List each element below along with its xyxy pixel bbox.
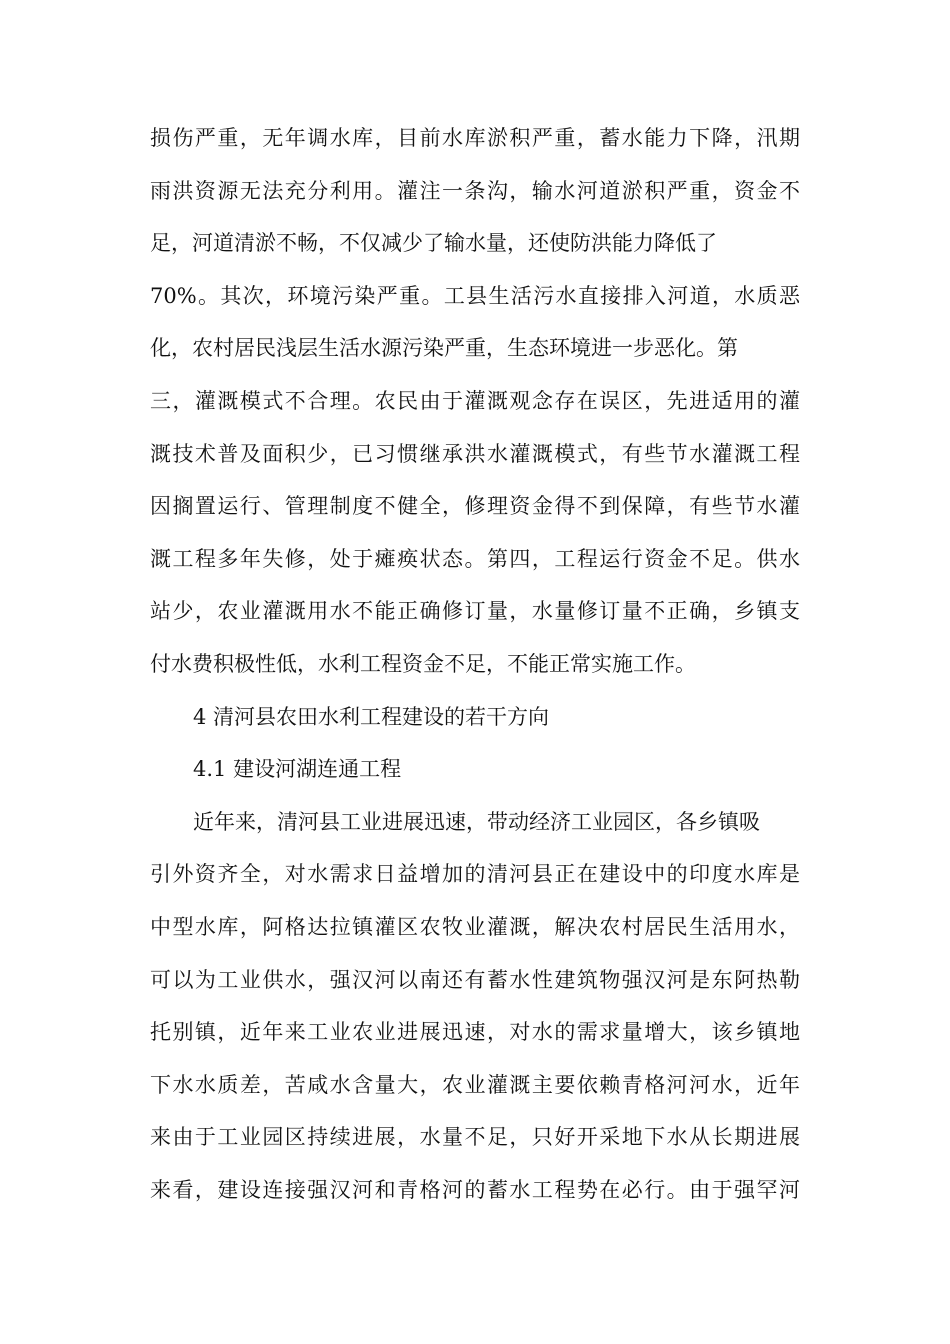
text-line: 付水费积极性低，水利工程资金不足，不能正常实施工作。 — [150, 651, 696, 676]
text-line: 损伤严重，无年调水库，目前水库淤积严重，蓄水能力下降，汛期 — [150, 126, 800, 150]
text-line: 托别镇，近年来工业农业进展迅速，对水的需求量增大，该乡镇地 — [150, 1020, 800, 1045]
text-line: 溉技术普及面积少，已习惯继承洪水灌溉模式，有些节水灌溉工程 — [150, 441, 800, 466]
text-line: 近年来，清河县工业进展迅速，带动经济工业园区，各乡镇吸 — [193, 809, 760, 834]
text-line: 中型水库，阿格达拉镇灌区农牧业灌溉，解决农村居民生活用水， — [150, 914, 800, 939]
text-line: 雨洪资源无法充分利用。灌注一条沟，输水河道淤积严重，资金不 — [150, 178, 800, 203]
text-line: 站少，农业灌溉用水不能正确修订量，水量修订量不正确，乡镇支 — [150, 599, 800, 624]
section-heading: 4 清河县农田水利工程建设的若干方向 — [193, 704, 550, 729]
text-line: 可以为工业供水，强汉河以南还有蓄水性建筑物强汉河是东阿热勒 — [150, 967, 800, 992]
body-text — [150, 118, 800, 1222]
text-line: 足，河道清淤不畅，不仅减少了输水量，还使防洪能力降低了 — [150, 231, 717, 256]
text-line: 下水水质差，苦咸水含量大，农业灌溉主要依赖青格河河水，近年 — [150, 1072, 800, 1097]
text-line: 化，农村居民浅层生活水源污染严重，生态环境进一步恶化。第 — [150, 336, 738, 361]
text-line: 来看，建设连接强汉河和青格河的蓄水工程势在必行。由于强罕河 — [150, 1177, 800, 1202]
text-line: 来由于工业园区持续进展，水量不足，只好开采地下水从长期进展 — [150, 1125, 800, 1150]
text-line: 因搁置运行、管理制度不健全，修理资金得不到保障，有些节水灌 — [150, 494, 800, 519]
text-line: 70%。其次，环境污染严重。工县生活污水直接排入河道，水质恶 — [150, 283, 800, 308]
text-line: 三，灌溉模式不合理。农民由于灌溉观念存在误区，先进适用的灌 — [150, 388, 800, 413]
subsection-heading: 4.1 建设河湖连通工程 — [193, 757, 402, 782]
text-line: 引外资齐全，对水需求日益增加的清河县正在建设中的印度水库是 — [150, 862, 800, 887]
text-line: 溉工程多年失修，处于瘫痪状态。第四，工程运行资金不足。供水 — [150, 546, 800, 571]
